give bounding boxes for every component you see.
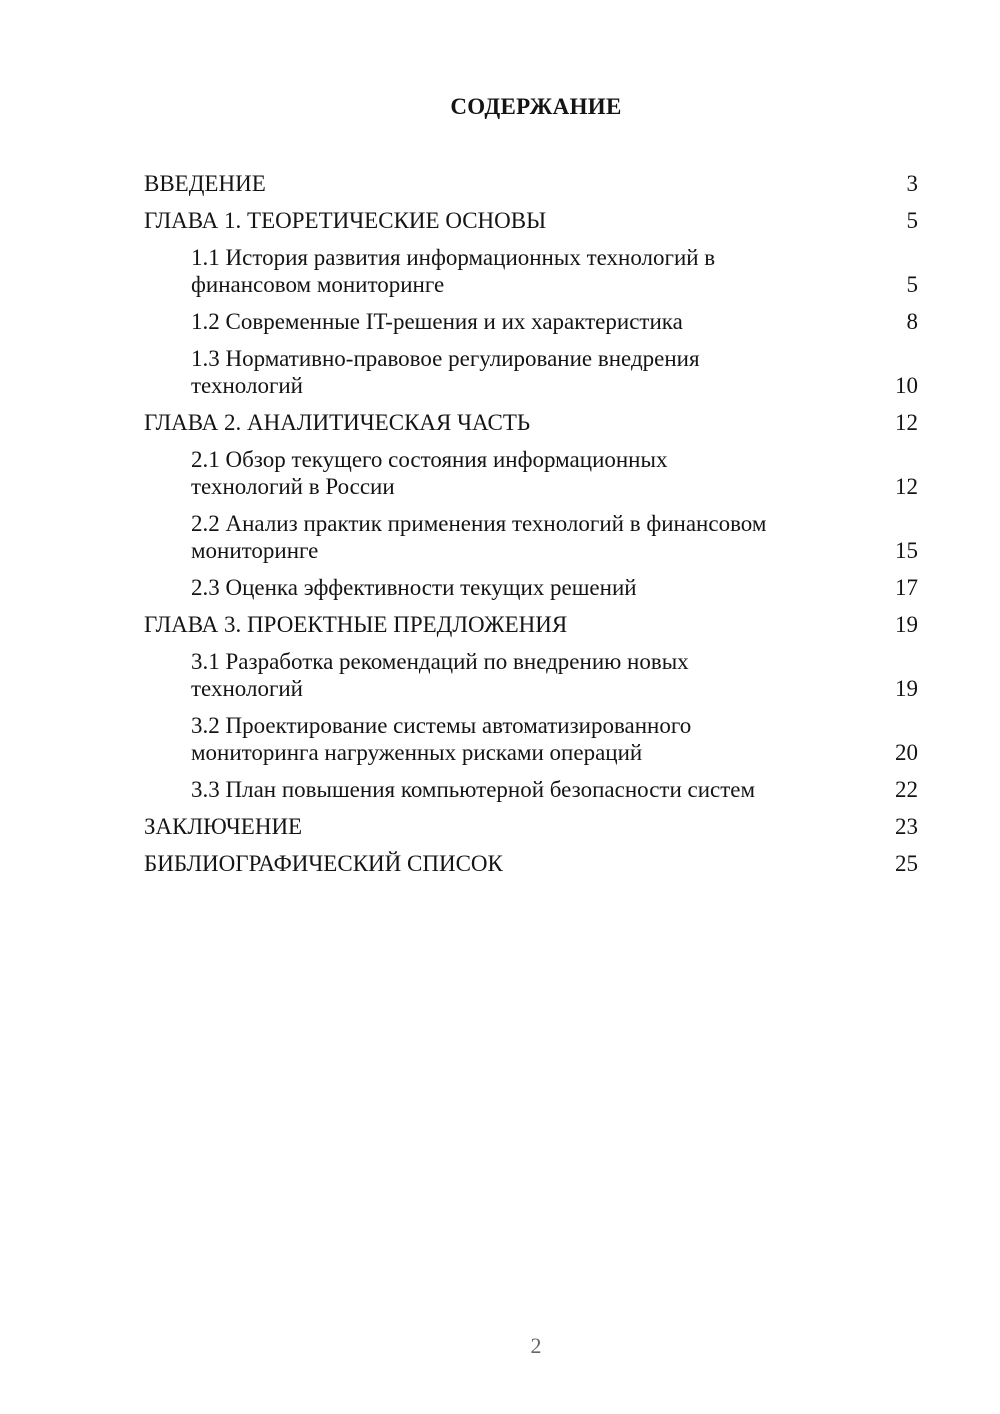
toc-entry-section-2-2[interactable] bbox=[144, 510, 918, 564]
toc-entry-chapter-3[interactable] bbox=[144, 611, 918, 638]
toc-entry-text: 1.2 Современные IT-решения и их характеристика bbox=[191, 309, 683, 334]
toc-entry-section-1-2[interactable] bbox=[144, 308, 918, 335]
toc-entry-line: мониторинга нагруженных рисками операций bbox=[191, 740, 643, 765]
toc-entry-section-2-1[interactable] bbox=[144, 446, 918, 500]
toc-entry-text: ЗАКЛЮЧЕНИЕ bbox=[144, 814, 303, 839]
toc-page-number: 3 bbox=[906, 171, 918, 196]
toc-entry-text: 3.3 План повышения компьютерной безопасности систем bbox=[191, 777, 756, 802]
toc-page-number: 25 bbox=[895, 851, 918, 876]
toc-entry-section-1-1[interactable] bbox=[144, 244, 918, 298]
toc-entry-introduction[interactable] bbox=[144, 170, 918, 197]
toc-page-number: 20 bbox=[895, 740, 918, 765]
toc-page-number: 8 bbox=[906, 309, 918, 334]
toc-entry-text bbox=[144, 712, 918, 766]
toc-entry-text: ВВЕДЕНИЕ bbox=[144, 171, 266, 196]
toc-page-number: 19 bbox=[895, 676, 918, 701]
toc-page-number: 19 bbox=[895, 612, 918, 637]
toc-entry-line: мониторинге bbox=[191, 538, 319, 563]
toc-entry-bibliography[interactable] bbox=[144, 850, 918, 877]
toc-page-number: 17 bbox=[895, 575, 918, 600]
toc-page-number: 12 bbox=[895, 474, 918, 499]
toc-entry-text bbox=[144, 446, 918, 500]
toc-page-number: 5 bbox=[906, 272, 918, 297]
toc-page-number: 23 bbox=[895, 814, 918, 839]
toc-entry-line: 1.1 История развития информационных технологий в bbox=[191, 245, 716, 270]
toc-entry-section-3-1[interactable] bbox=[144, 648, 918, 702]
toc-entry-line: 1.3 Нормативно-правовое регулирование внедрения bbox=[191, 346, 700, 371]
toc-entry-section-2-3[interactable] bbox=[144, 574, 918, 601]
toc-entry-section-3-3[interactable] bbox=[144, 776, 918, 803]
toc-entry-text: ГЛАВА 2. АНАЛИТИЧЕСКАЯ ЧАСТЬ bbox=[144, 410, 531, 435]
toc-page-number: 10 bbox=[895, 373, 918, 398]
toc-page-number: 5 bbox=[906, 208, 918, 233]
toc-title: СОДЕРЖАНИЕ bbox=[450, 94, 622, 119]
toc-page-number: 22 bbox=[895, 777, 918, 802]
toc-entry-text bbox=[144, 244, 918, 298]
toc-entry-text bbox=[144, 345, 918, 399]
toc-entry-line: технологий bbox=[191, 676, 303, 701]
toc-entry-chapter-2[interactable] bbox=[144, 409, 918, 436]
toc-entry-line: технологий bbox=[191, 373, 303, 398]
toc-entry-text: 2.3 Оценка эффективности текущих решений bbox=[191, 575, 637, 600]
toc-entry-line: 3.1 Разработка рекомендаций по внедрению новых bbox=[191, 649, 689, 674]
toc-entry-conclusion[interactable] bbox=[144, 813, 918, 840]
toc-entry-section-3-2[interactable] bbox=[144, 712, 918, 766]
toc-entry-text: ГЛАВА 1. ТЕОРЕТИЧЕСКИЕ ОСНОВЫ bbox=[144, 208, 547, 233]
toc-entry-text bbox=[144, 510, 918, 564]
toc-entry-line: финансовом мониторинге bbox=[191, 272, 445, 297]
toc-entry-chapter-1[interactable] bbox=[144, 207, 918, 234]
page-number: 2 bbox=[530, 1333, 542, 1358]
toc-entry-line: технологий в России bbox=[191, 474, 395, 499]
toc-entry-section-1-3[interactable] bbox=[144, 345, 918, 399]
toc-entry-line: 2.2 Анализ практик применения технологий в финансовом bbox=[191, 511, 767, 536]
table-of-contents bbox=[144, 170, 918, 887]
toc-page-number: 12 bbox=[895, 410, 918, 435]
toc-entry-text: ГЛАВА 3. ПРОЕКТНЫЕ ПРЕДЛОЖЕНИЯ bbox=[144, 612, 568, 637]
toc-entry-text bbox=[144, 648, 918, 702]
toc-entry-line: 3.2 Проектирование системы автоматизированного bbox=[191, 713, 692, 738]
toc-page-number: 15 bbox=[895, 538, 918, 563]
toc-entry-line: 2.1 Обзор текущего состояния информационных bbox=[191, 447, 668, 472]
toc-entry-text: БИБЛИОГРАФИЧЕСКИЙ СПИСОК bbox=[144, 851, 503, 876]
